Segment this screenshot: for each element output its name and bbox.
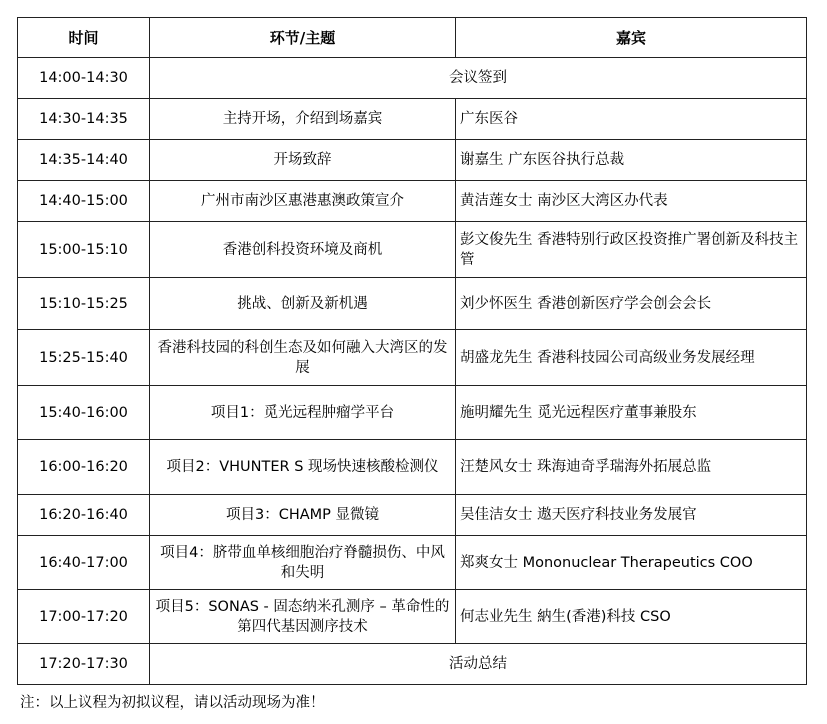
time-cell: 15:25-15:40 xyxy=(18,330,150,386)
topic-cell: 项目5：SONAS - 固态纳米孔测序 – 革命性的第四代基因测序技术 xyxy=(150,590,456,644)
time-cell: 16:20-16:40 xyxy=(18,495,150,536)
topic-cell: 项目4：脐带血单核细胞治疗脊髓损伤、中风和失明 xyxy=(150,536,456,590)
topic-cell: 香港科技园的科创生态及如何融入大湾区的发展 xyxy=(150,330,456,386)
time-cell: 14:00-14:30 xyxy=(18,58,150,99)
topic-cell: 项目3：CHAMP 显微镜 xyxy=(150,495,456,536)
table-row xyxy=(18,99,807,140)
guest-cell: 吴佳洁女士 遨天医疗科技业务发展官 xyxy=(456,495,807,536)
topic-cell: 项目2：VHUNTER S 现场快速核酸检测仪 xyxy=(150,440,456,495)
table-row xyxy=(18,222,807,278)
guest-cell: 广东医谷 xyxy=(456,99,807,140)
table-row xyxy=(18,536,807,590)
guest-cell: 黄洁莲女士 南沙区大湾区办代表 xyxy=(456,181,807,222)
guest-cell: 汪楚风女士 珠海迪奇孚瑞海外拓展总监 xyxy=(456,440,807,495)
guest-cell: 何志业先生 納生(香港)科技 CSO xyxy=(456,590,807,644)
table-row xyxy=(18,495,807,536)
topic-cell: 广州市南沙区惠港惠澳政策宣介 xyxy=(150,181,456,222)
header-guest: 嘉宾 xyxy=(456,18,807,58)
topic-cell: 项目1：觅光远程肿瘤学平台 xyxy=(150,386,456,440)
time-cell: 15:10-15:25 xyxy=(18,278,150,330)
time-cell: 16:40-17:00 xyxy=(18,536,150,590)
table-row xyxy=(18,58,807,99)
guest-cell: 施明耀先生 觅光远程医疗董事兼股东 xyxy=(456,386,807,440)
guest-cell: 彭文俊先生 香港特别行政区投资推广署创新及科技主管 xyxy=(456,222,807,278)
table-row xyxy=(18,278,807,330)
time-cell: 15:40-16:00 xyxy=(18,386,150,440)
time-cell: 17:20-17:30 xyxy=(18,644,150,685)
agenda-table xyxy=(17,17,807,685)
header-row xyxy=(18,18,807,58)
topic-cell: 会议签到 xyxy=(150,58,807,99)
guest-cell: 胡盛龙先生 香港科技园公司高级业务发展经理 xyxy=(456,330,807,386)
table-row xyxy=(18,330,807,386)
header-time: 时间 xyxy=(18,18,150,58)
topic-cell: 主持开场，介绍到场嘉宾 xyxy=(150,99,456,140)
time-cell: 15:00-15:10 xyxy=(18,222,150,278)
topic-cell: 开场致辞 xyxy=(150,140,456,181)
footnote: 注：以上议程为初拟议程，请以活动现场为准！ xyxy=(20,695,325,711)
table-row xyxy=(18,440,807,495)
table-row xyxy=(18,181,807,222)
time-cell: 14:40-15:00 xyxy=(18,181,150,222)
table-row xyxy=(18,590,807,644)
guest-cell: 郑爽女士 Mononuclear Therapeutics COO xyxy=(456,536,807,590)
header-topic: 环节/主题 xyxy=(150,18,456,58)
time-cell: 14:30-14:35 xyxy=(18,99,150,140)
time-cell: 14:35-14:40 xyxy=(18,140,150,181)
time-cell: 16:00-16:20 xyxy=(18,440,150,495)
guest-cell: 刘少怀医生 香港创新医疗学会创会会长 xyxy=(456,278,807,330)
agenda-body xyxy=(18,58,807,685)
topic-cell: 香港创科投资环境及商机 xyxy=(150,222,456,278)
table-row xyxy=(18,140,807,181)
guest-cell: 谢嘉生 广东医谷执行总裁 xyxy=(456,140,807,181)
topic-cell: 活动总结 xyxy=(150,644,807,685)
topic-cell: 挑战、创新及新机遇 xyxy=(150,278,456,330)
time-cell: 17:00-17:20 xyxy=(18,590,150,644)
table-row xyxy=(18,386,807,440)
table-row xyxy=(18,644,807,685)
